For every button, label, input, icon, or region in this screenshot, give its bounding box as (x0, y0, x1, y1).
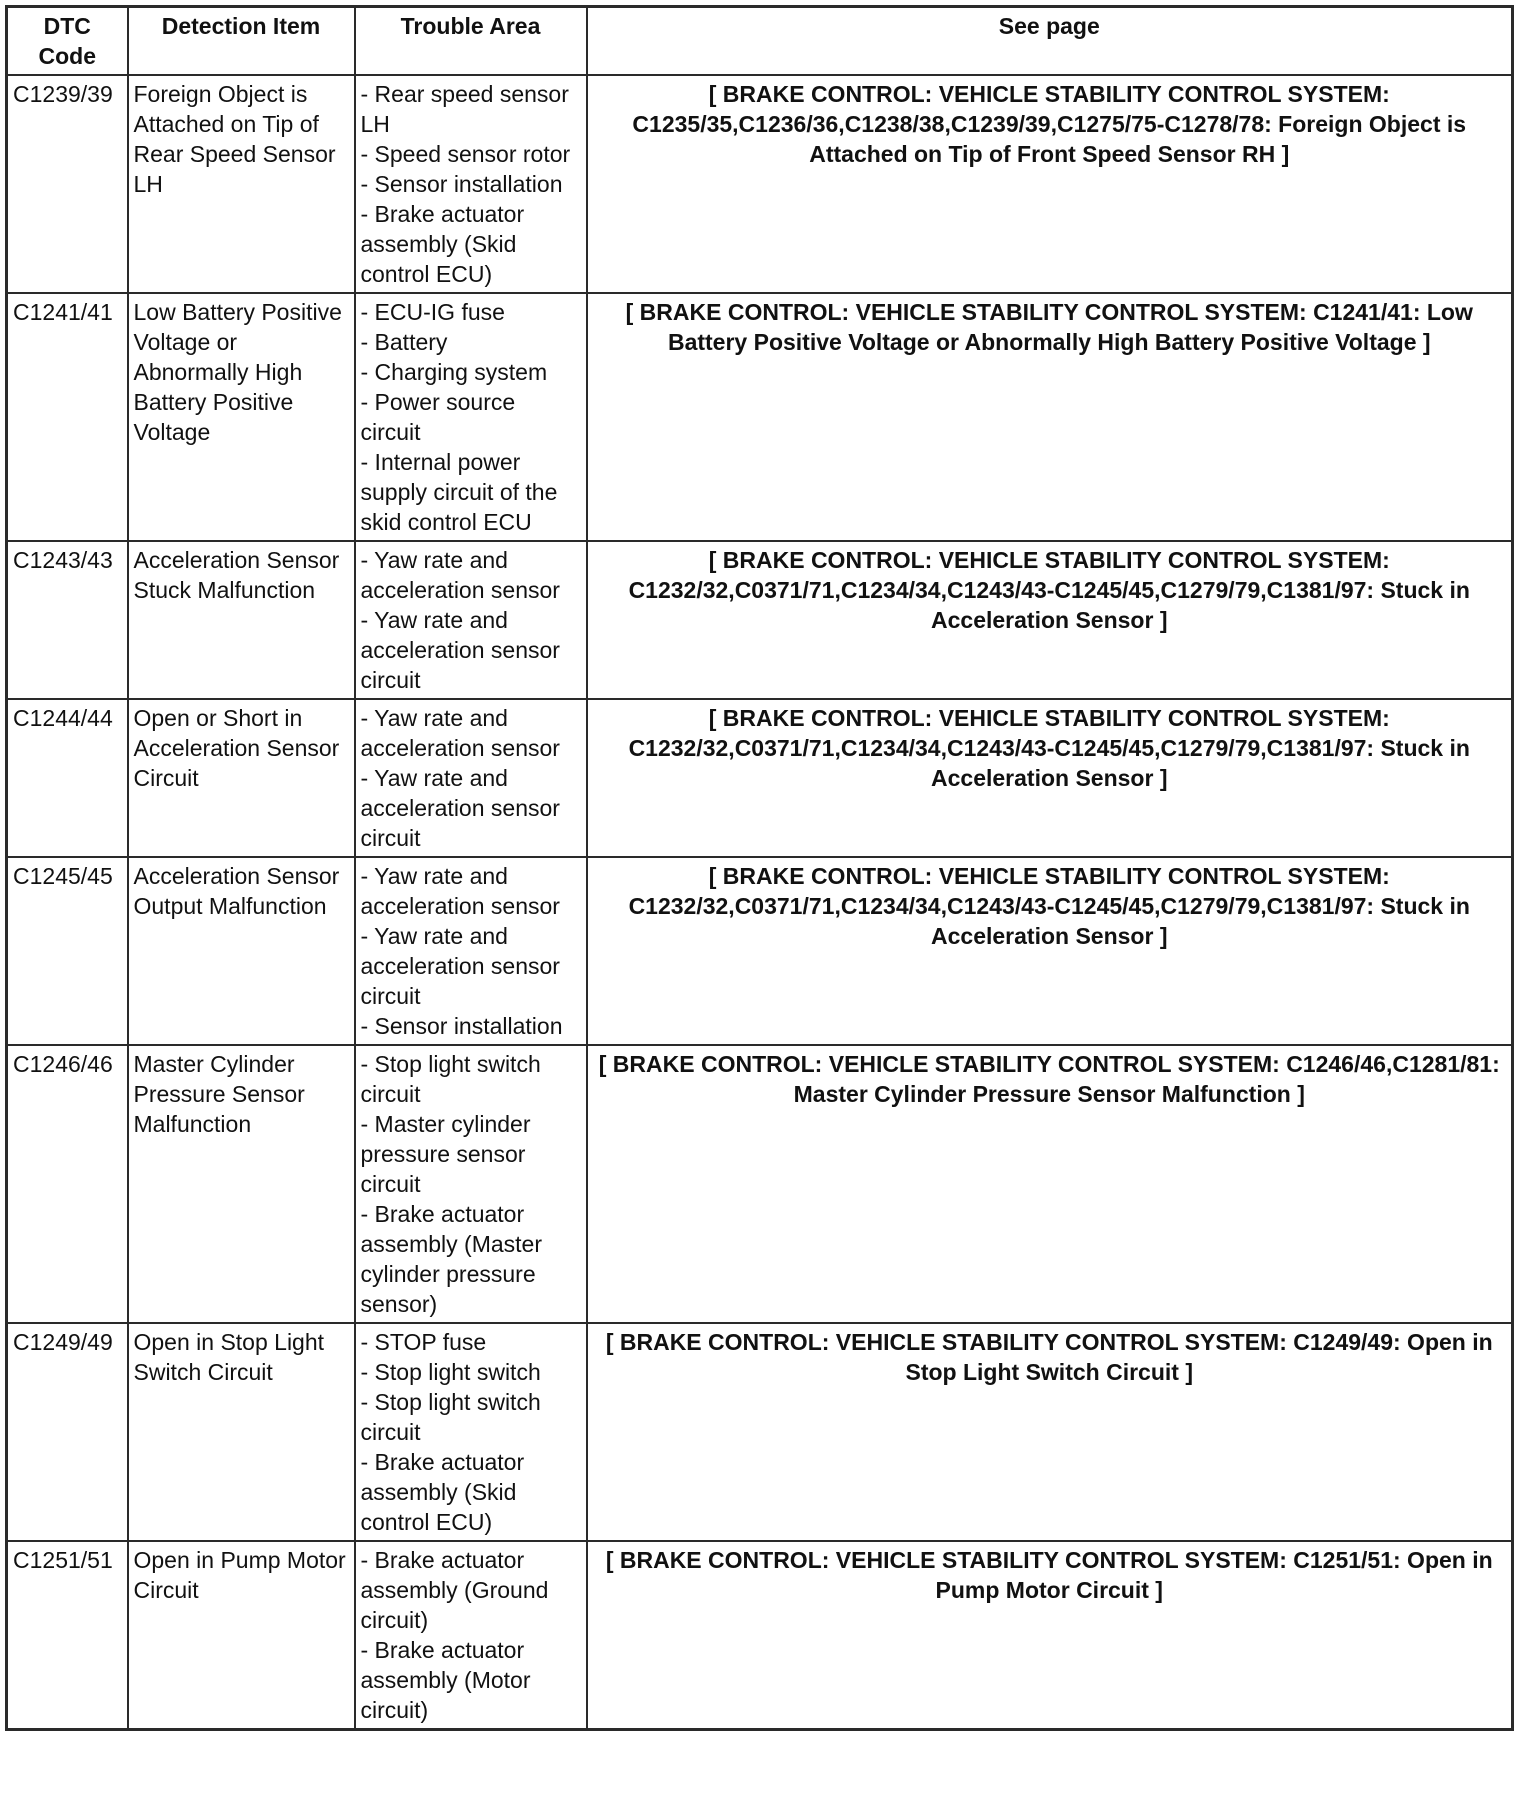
trouble-area-item: - Stop light switch (360, 1359, 541, 1385)
see-page-link[interactable]: [ BRAKE CONTROL: VEHICLE STABILITY CONTROL SYSTEM: C1232/32,C0371/71,C1234/34,C1243/43-C1245/45,C1279/79,C1381/97: Stuck in Acceleration Sensor ] (587, 541, 1513, 699)
table-row (7, 699, 1513, 857)
see-page-link[interactable]: [ BRAKE CONTROL: VEHICLE STABILITY CONTROL SYSTEM: C1232/32,C0371/71,C1234/34,C1243/43-C1245/45,C1279/79,C1381/97: Stuck in Acceleration Sensor ] (587, 857, 1513, 1045)
table-row (7, 857, 1513, 1045)
trouble-area-cell (355, 75, 587, 293)
trouble-area-item: - Brake actuator assembly (Motor circuit) (360, 1637, 531, 1723)
trouble-area-cell (355, 1045, 587, 1323)
table-row (7, 1045, 1513, 1323)
trouble-area-item: - Brake actuator assembly (Skid control ECU) (360, 201, 525, 287)
dtc-code-cell: C1243/43 (7, 541, 128, 699)
detection-item-cell: Acceleration Sensor Output Malfunction (128, 857, 355, 1045)
table-row (7, 541, 1513, 699)
header-see-page: See page (587, 7, 1513, 76)
trouble-area-item: - Brake actuator assembly (Ground circuit) (360, 1547, 549, 1633)
trouble-area-item: - Yaw rate and acceleration sensor (360, 705, 560, 761)
table-row (7, 1541, 1513, 1730)
table-row (7, 1323, 1513, 1541)
trouble-area-item: - Brake actuator assembly (Skid control ECU) (360, 1449, 525, 1535)
dtc-table (5, 5, 1514, 1731)
trouble-area-item: - Rear speed sensor LH (360, 81, 569, 137)
trouble-area-item: - Yaw rate and acceleration sensor circuit (360, 607, 560, 693)
trouble-area-item: - Sensor installation (360, 171, 563, 197)
dtc-code-cell: C1241/41 (7, 293, 128, 541)
dtc-code-cell: C1251/51 (7, 1541, 128, 1730)
trouble-area-item: - Sensor installation (360, 1013, 563, 1039)
table-row (7, 75, 1513, 293)
table-body (7, 75, 1513, 1730)
trouble-area-item: - Master cylinder pressure sensor circuit (360, 1111, 531, 1197)
detection-item-cell: Acceleration Sensor Stuck Malfunction (128, 541, 355, 699)
trouble-area-item: - Yaw rate and acceleration sensor circuit (360, 923, 560, 1009)
trouble-area-cell (355, 699, 587, 857)
see-page-link[interactable]: [ BRAKE CONTROL: VEHICLE STABILITY CONTROL SYSTEM: C1232/32,C0371/71,C1234/34,C1243/43-C1245/45,C1279/79,C1381/97: Stuck in Acceleration Sensor ] (587, 699, 1513, 857)
detection-item-cell: Open in Stop Light Switch Circuit (128, 1323, 355, 1541)
trouble-area-item: - Stop light switch circuit (360, 1051, 541, 1107)
detection-item-cell: Foreign Object is Attached on Tip of Rear Speed Sensor LH (128, 75, 355, 293)
dtc-table-container (5, 5, 1514, 1731)
detection-item-cell: Open in Pump Motor Circuit (128, 1541, 355, 1730)
dtc-code-cell: C1244/44 (7, 699, 128, 857)
trouble-area-cell (355, 293, 587, 541)
trouble-area-item: - Brake actuator assembly (Master cylinder pressure sensor) (360, 1201, 542, 1317)
header-trouble-area: Trouble Area (355, 7, 587, 76)
detection-item-cell: Master Cylinder Pressure Sensor Malfunction (128, 1045, 355, 1323)
header-detection-item: Detection Item (128, 7, 355, 76)
detection-item-cell: Low Battery Positive Voltage or Abnormally High Battery Positive Voltage (128, 293, 355, 541)
trouble-area-item: - Stop light switch circuit (360, 1389, 541, 1445)
trouble-area-cell (355, 857, 587, 1045)
trouble-area-item: - Yaw rate and acceleration sensor circuit (360, 765, 560, 851)
trouble-area-item: - STOP fuse (360, 1329, 487, 1355)
trouble-area-cell (355, 541, 587, 699)
detection-item-cell: Open or Short in Acceleration Sensor Circuit (128, 699, 355, 857)
see-page-link[interactable]: [ BRAKE CONTROL: VEHICLE STABILITY CONTROL SYSTEM: C1235/35,C1236/36,C1238/38,C1239/39,C1275/75-C1278/78: Foreign Object is Attached on Tip of Front Speed Sensor RH ] (587, 75, 1513, 293)
header-dtc-code: DTC Code (7, 7, 128, 76)
trouble-area-item: - ECU-IG fuse (360, 299, 505, 325)
header-row (7, 7, 1513, 76)
dtc-code-cell: C1239/39 (7, 75, 128, 293)
trouble-area-item: - Battery (360, 329, 448, 355)
dtc-code-cell: C1245/45 (7, 857, 128, 1045)
trouble-area-item: - Power source circuit (360, 389, 516, 445)
dtc-code-cell: C1246/46 (7, 1045, 128, 1323)
trouble-area-cell (355, 1541, 587, 1730)
see-page-link[interactable]: [ BRAKE CONTROL: VEHICLE STABILITY CONTROL SYSTEM: C1249/49: Open in Stop Light Switch Circuit ] (587, 1323, 1513, 1541)
see-page-link[interactable]: [ BRAKE CONTROL: VEHICLE STABILITY CONTROL SYSTEM: C1251/51: Open in Pump Motor Circuit ] (587, 1541, 1513, 1730)
trouble-area-cell (355, 1323, 587, 1541)
table-row (7, 293, 1513, 541)
trouble-area-item: - Speed sensor rotor (360, 141, 571, 167)
see-page-link[interactable]: [ BRAKE CONTROL: VEHICLE STABILITY CONTROL SYSTEM: C1241/41: Low Battery Positive Voltage or Abnormally High Battery Positive Voltage ] (587, 293, 1513, 541)
trouble-area-item: - Yaw rate and acceleration sensor (360, 863, 560, 919)
trouble-area-item: - Yaw rate and acceleration sensor (360, 547, 560, 603)
trouble-area-item: - Charging system (360, 359, 548, 385)
dtc-code-cell: C1249/49 (7, 1323, 128, 1541)
see-page-link[interactable]: [ BRAKE CONTROL: VEHICLE STABILITY CONTROL SYSTEM: C1246/46,C1281/81: Master Cylinder Pressure Sensor Malfunction ] (587, 1045, 1513, 1323)
trouble-area-item: - Internal power supply circuit of the skid control ECU (360, 449, 558, 535)
